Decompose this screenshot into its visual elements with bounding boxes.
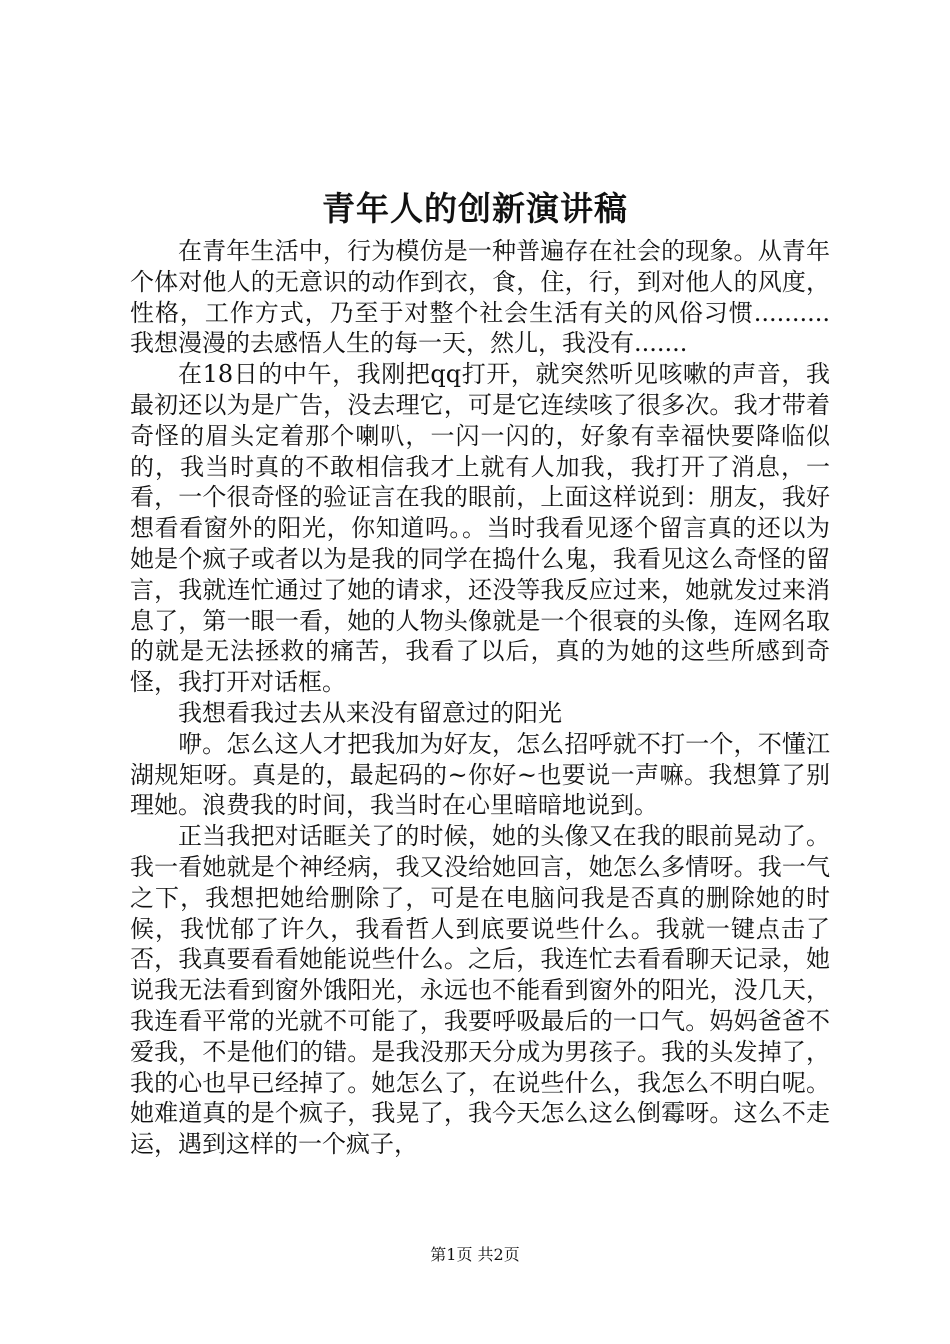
paragraph: 在18日的中午，我刚把qq打开，就突然听见咳嗽的声音，我最初还以为是广告，没去理它，可是它连续咳了很多次。我才带着奇怪的眉头定着那个喇叭，一闪一闪的，好象有幸福快要降临似的，我当时真的不敢相信我才上就有人加我，我打开了消息，一看，一个很奇怪的验证言在我的眼前，上面这样说到：朋友，我好想看看窗外的阳光，你知道吗。。当时我看见逐个留言真的还以为她是个疯子或者以为是我的同学在捣什么鬼，我看见这么奇怪的留言，我就连忙通过了她的请求，还没等我反应过来，她就发过来消息了，第一眼一看，她的人物头像就是一个很衰的头像，连网名取的就是无法拯救的痛苦，我看了以后，真的为她的这些所感到奇怪，我打开对话框。: [130, 360, 830, 697]
paragraph: 我想看我过去从来没有留意过的阳光: [178, 698, 562, 727]
paragraph: 正当我把对话眶关了的时候，她的头像又在我的眼前晃动了。我一看她就是个神经病，我又没给她回言，她怎么多情呀。我一气之下，我想把她给删除了，可是在电脑问我是否真的删除她的时候，我忧郁了许久，我看哲人到底要说些什么。我就一键点击了否，我真要看看她能说些什么。之后，我连忙去看看聊天记录，她说我无法看到窗外饿阳光，永远也不能看到窗外的阳光，没几天，我连看平常的光就不可能了，我要呼吸最后的一口气。妈妈爸爸不爱我，不是他们的错。是我没那天分成为男孩子。我的头发掉了，我的心也早已经掉了。她怎么了，在说些什么，我怎么不明白呢。她难道真的是个疯子，我晃了，我今天怎么这么倒霉呀。这么不走运，遇到这样的一个疯子，: [130, 822, 830, 1159]
page-number-footer: 第1页 共2页: [430, 1245, 520, 1264]
document-title: 青年人的创新演讲稿: [322, 189, 628, 228]
paragraph: 咿。怎么这人才把我加为好友，怎么招呼就不打一个，不懂江湖规矩呀。真是的，最起码的~你好~也要说一声嘛。我想算了别理她。浪费我的时间，我当时在心里暗暗地说到。: [130, 729, 830, 820]
document-body: [130, 236, 830, 1160]
paragraph: 在青年生活中，行为模仿是一种普遍存在社会的现象。从青年个体对他人的无意识的动作到衣，食，住，行，到对他人的风度，性格，工作方式，乃至于对整个社会生活有关的风俗习惯..........我想漫漫的去感悟人生的每一天，然儿，我没有.......: [130, 237, 830, 358]
